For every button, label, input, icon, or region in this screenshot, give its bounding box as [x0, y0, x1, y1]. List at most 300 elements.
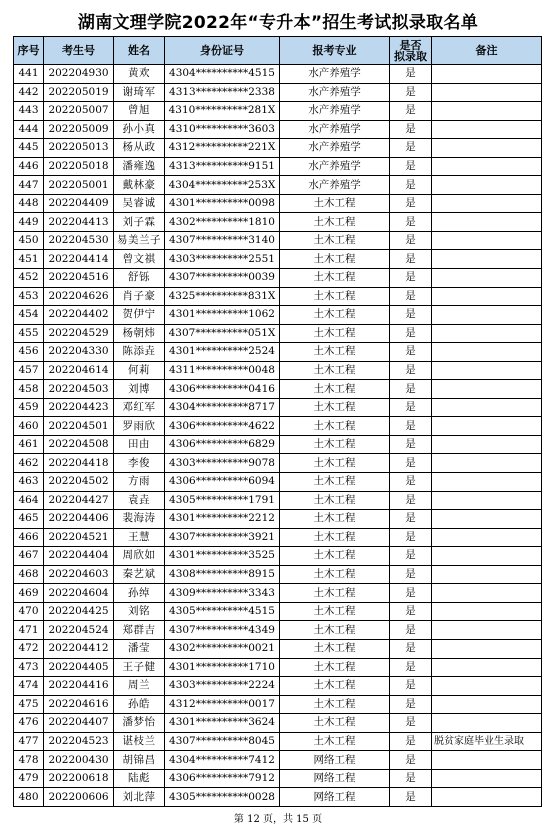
cell-admitted: 是	[390, 306, 432, 325]
cell-id-number: 4309**********3343	[165, 584, 280, 603]
cell-index: 456	[14, 343, 44, 362]
cell-remarks	[432, 565, 542, 584]
cell-id-number: 4301**********0098	[165, 194, 280, 213]
cell-exam-number: 202204413	[44, 213, 114, 232]
cell-index: 457	[14, 361, 44, 380]
table-row	[14, 769, 542, 788]
cell-major: 土木工程	[280, 250, 390, 269]
cell-id-number: 4301**********3624	[165, 714, 280, 733]
cell-remarks	[432, 788, 542, 807]
cell-name: 周兰	[114, 677, 165, 696]
cell-id-number: 4301**********1710	[165, 658, 280, 677]
cell-remarks	[432, 621, 542, 640]
cell-index: 474	[14, 677, 44, 696]
cell-exam-number: 202205007	[44, 102, 114, 121]
cell-index: 477	[14, 732, 44, 751]
cell-name: 曾旭	[114, 102, 165, 121]
cell-exam-number: 202205013	[44, 139, 114, 158]
cell-major: 土木工程	[280, 231, 390, 250]
table-row	[14, 120, 542, 139]
cell-exam-number: 202204406	[44, 510, 114, 529]
cell-major: 土木工程	[280, 343, 390, 362]
cell-exam-number: 202204521	[44, 528, 114, 547]
cell-exam-number: 202204523	[44, 732, 114, 751]
cell-admitted: 是	[390, 695, 432, 714]
cell-major: 水产养殖学	[280, 120, 390, 139]
cell-exam-number: 202204930	[44, 65, 114, 84]
cell-id-number: 4306**********7912	[165, 769, 280, 788]
cell-remarks	[432, 398, 542, 417]
cell-remarks	[432, 65, 542, 84]
cell-exam-number: 202205019	[44, 83, 114, 102]
cell-exam-number: 202204427	[44, 491, 114, 510]
table-row	[14, 287, 542, 306]
cell-name: 谌枝兰	[114, 732, 165, 751]
cell-admitted: 是	[390, 324, 432, 343]
cell-exam-number: 202204416	[44, 677, 114, 696]
cell-remarks	[432, 194, 542, 213]
cell-exam-number: 202204423	[44, 398, 114, 417]
cell-major: 土木工程	[280, 454, 390, 473]
cell-id-number: 4304**********253X	[165, 176, 280, 195]
cell-admitted: 是	[390, 120, 432, 139]
cell-index: 448	[14, 194, 44, 213]
cell-remarks: 脱贫家庭毕业生录取	[432, 732, 542, 751]
cell-remarks	[432, 287, 542, 306]
cell-id-number: 4307**********3140	[165, 231, 280, 250]
cell-major: 土木工程	[280, 269, 390, 288]
cell-major: 土木工程	[280, 435, 390, 454]
cell-name: 郑群吉	[114, 621, 165, 640]
cell-admitted: 是	[390, 213, 432, 232]
cell-admitted: 是	[390, 658, 432, 677]
cell-index: 461	[14, 435, 44, 454]
cell-id-number: 4311**********0048	[165, 361, 280, 380]
cell-exam-number: 202204412	[44, 639, 114, 658]
cell-admitted: 是	[390, 547, 432, 566]
cell-name: 黄欢	[114, 65, 165, 84]
cell-id-number: 4304**********8717	[165, 398, 280, 417]
cell-name: 肖子豪	[114, 287, 165, 306]
cell-remarks	[432, 547, 542, 566]
cell-exam-number: 202204402	[44, 306, 114, 325]
header-id-number: 身份证号	[165, 37, 280, 65]
table-row	[14, 306, 542, 325]
cell-remarks	[432, 417, 542, 436]
cell-remarks	[432, 102, 542, 121]
cell-index: 468	[14, 565, 44, 584]
cell-remarks	[432, 510, 542, 529]
cell-id-number: 4308**********8915	[165, 565, 280, 584]
cell-id-number: 4310**********3603	[165, 120, 280, 139]
cell-id-number: 4301**********2524	[165, 343, 280, 362]
cell-major: 土木工程	[280, 194, 390, 213]
cell-index: 442	[14, 83, 44, 102]
cell-name: 何莉	[114, 361, 165, 380]
table-row	[14, 714, 542, 733]
page-title: 湖南文理学院2022年“专升本”招生考试拟录取名单	[77, 13, 479, 33]
table-row	[14, 584, 542, 603]
table-row	[14, 157, 542, 176]
cell-major: 土木工程	[280, 528, 390, 547]
cell-name: 贺伊宁	[114, 306, 165, 325]
cell-id-number: 4307**********0039	[165, 269, 280, 288]
cell-index: 476	[14, 714, 44, 733]
cell-major: 水产养殖学	[280, 157, 390, 176]
cell-exam-number: 202204616	[44, 695, 114, 714]
cell-name: 潘莹	[114, 639, 165, 658]
cell-id-number: 4312**********221X	[165, 139, 280, 158]
cell-index: 472	[14, 639, 44, 658]
table-row	[14, 602, 542, 621]
cell-major: 土木工程	[280, 380, 390, 399]
table-row	[14, 380, 542, 399]
cell-id-number: 4313**********2338	[165, 83, 280, 102]
cell-major: 土木工程	[280, 213, 390, 232]
cell-major: 水产养殖学	[280, 65, 390, 84]
cell-exam-number: 202204414	[44, 250, 114, 269]
cell-id-number: 4304**********7412	[165, 751, 280, 770]
cell-id-number: 4306**********6829	[165, 435, 280, 454]
cell-admitted: 是	[390, 157, 432, 176]
cell-major: 网络工程	[280, 751, 390, 770]
cell-remarks	[432, 454, 542, 473]
cell-remarks	[432, 491, 542, 510]
cell-admitted: 是	[390, 602, 432, 621]
table-header-row	[14, 37, 542, 65]
cell-major: 土木工程	[280, 324, 390, 343]
cell-exam-number: 202204503	[44, 380, 114, 399]
cell-index: 475	[14, 695, 44, 714]
cell-id-number: 4302**********1810	[165, 213, 280, 232]
cell-index: 441	[14, 65, 44, 84]
admission-table	[13, 36, 542, 807]
table-row	[14, 139, 542, 158]
cell-major: 土木工程	[280, 658, 390, 677]
cell-admitted: 是	[390, 287, 432, 306]
cell-index: 455	[14, 324, 44, 343]
cell-index: 470	[14, 602, 44, 621]
cell-index: 454	[14, 306, 44, 325]
cell-remarks	[432, 139, 542, 158]
cell-id-number: 4301**********3525	[165, 547, 280, 566]
table-row	[14, 732, 542, 751]
cell-name: 袁垚	[114, 491, 165, 510]
table-row	[14, 324, 542, 343]
cell-index: 479	[14, 769, 44, 788]
cell-id-number: 4307**********4349	[165, 621, 280, 640]
cell-admitted: 是	[390, 528, 432, 547]
table-row	[14, 658, 542, 677]
cell-major: 水产养殖学	[280, 176, 390, 195]
table-row	[14, 677, 542, 696]
cell-id-number: 4306**********0416	[165, 380, 280, 399]
cell-admitted: 是	[390, 435, 432, 454]
cell-id-number: 4305**********1791	[165, 491, 280, 510]
table-row	[14, 695, 542, 714]
cell-major: 土木工程	[280, 695, 390, 714]
cell-remarks	[432, 361, 542, 380]
cell-name: 陆彪	[114, 769, 165, 788]
cell-exam-number: 202205009	[44, 120, 114, 139]
table-row	[14, 194, 542, 213]
table-row	[14, 547, 542, 566]
cell-remarks	[432, 176, 542, 195]
cell-name: 舒铄	[114, 269, 165, 288]
table-row	[14, 65, 542, 84]
cell-major: 土木工程	[280, 714, 390, 733]
cell-exam-number: 202204404	[44, 547, 114, 566]
cell-name: 王子健	[114, 658, 165, 677]
cell-remarks	[432, 250, 542, 269]
cell-exam-number: 202204501	[44, 417, 114, 436]
cell-name: 秦艺斌	[114, 565, 165, 584]
table-row	[14, 102, 542, 121]
cell-index: 464	[14, 491, 44, 510]
cell-id-number: 4303**********9078	[165, 454, 280, 473]
cell-index: 462	[14, 454, 44, 473]
cell-index: 447	[14, 176, 44, 195]
cell-name: 孙绰	[114, 584, 165, 603]
cell-index: 465	[14, 510, 44, 529]
header-admitted: 是否 拟录取	[390, 37, 432, 65]
cell-name: 周欣如	[114, 547, 165, 566]
header-exam-number: 考生号	[44, 37, 114, 65]
cell-index: 469	[14, 584, 44, 603]
cell-major: 土木工程	[280, 398, 390, 417]
cell-remarks	[432, 380, 542, 399]
cell-remarks	[432, 695, 542, 714]
cell-remarks	[432, 120, 542, 139]
cell-remarks	[432, 602, 542, 621]
cell-exam-number: 202204405	[44, 658, 114, 677]
header-index: 序号	[14, 37, 44, 65]
table-row	[14, 491, 542, 510]
cell-major: 土木工程	[280, 473, 390, 492]
cell-admitted: 是	[390, 176, 432, 195]
table-row	[14, 639, 542, 658]
cell-id-number: 4306**********4622	[165, 417, 280, 436]
cell-name: 吴睿诚	[114, 194, 165, 213]
cell-name: 杨从政	[114, 139, 165, 158]
table-body	[14, 65, 542, 807]
cell-admitted: 是	[390, 343, 432, 362]
cell-id-number: 4313**********9151	[165, 157, 280, 176]
cell-name: 刘子霖	[114, 213, 165, 232]
cell-exam-number: 202204502	[44, 473, 114, 492]
cell-index: 453	[14, 287, 44, 306]
cell-admitted: 是	[390, 194, 432, 213]
table-row	[14, 250, 542, 269]
cell-admitted: 是	[390, 380, 432, 399]
table-row	[14, 473, 542, 492]
cell-remarks	[432, 435, 542, 454]
cell-exam-number: 202204529	[44, 324, 114, 343]
cell-admitted: 是	[390, 102, 432, 121]
cell-major: 土木工程	[280, 677, 390, 696]
cell-id-number: 4306**********6094	[165, 473, 280, 492]
cell-major: 土木工程	[280, 510, 390, 529]
cell-index: 473	[14, 658, 44, 677]
cell-index: 471	[14, 621, 44, 640]
table-row	[14, 528, 542, 547]
cell-exam-number: 202204604	[44, 584, 114, 603]
table-row	[14, 788, 542, 807]
cell-major: 土木工程	[280, 639, 390, 658]
cell-major: 土木工程	[280, 584, 390, 603]
cell-admitted: 是	[390, 584, 432, 603]
cell-remarks	[432, 269, 542, 288]
cell-admitted: 是	[390, 714, 432, 733]
cell-major: 土木工程	[280, 361, 390, 380]
cell-index: 444	[14, 120, 44, 139]
table-row	[14, 435, 542, 454]
cell-admitted: 是	[390, 751, 432, 770]
cell-name: 胡锦昌	[114, 751, 165, 770]
cell-name: 曾文祺	[114, 250, 165, 269]
cell-admitted: 是	[390, 639, 432, 658]
cell-exam-number: 202204418	[44, 454, 114, 473]
cell-id-number: 4303**********2551	[165, 250, 280, 269]
cell-name: 邓红军	[114, 398, 165, 417]
cell-index: 459	[14, 398, 44, 417]
cell-name: 易美兰子	[114, 231, 165, 250]
cell-index: 467	[14, 547, 44, 566]
cell-name: 田由	[114, 435, 165, 454]
cell-index: 449	[14, 213, 44, 232]
cell-exam-number: 202205018	[44, 157, 114, 176]
cell-remarks	[432, 751, 542, 770]
table-row	[14, 417, 542, 436]
cell-name: 潘雍逸	[114, 157, 165, 176]
cell-name: 裴海涛	[114, 510, 165, 529]
cell-name: 罗雨欣	[114, 417, 165, 436]
cell-exam-number: 202204524	[44, 621, 114, 640]
cell-admitted: 是	[390, 677, 432, 696]
cell-major: 水产养殖学	[280, 102, 390, 121]
header-name: 姓名	[114, 37, 165, 65]
cell-name: 李俊	[114, 454, 165, 473]
cell-major: 土木工程	[280, 565, 390, 584]
cell-remarks	[432, 677, 542, 696]
cell-id-number: 4305**********0028	[165, 788, 280, 807]
cell-major: 土木工程	[280, 547, 390, 566]
page-footer: 第 12 页，共 15 页	[233, 814, 323, 825]
cell-index: 460	[14, 417, 44, 436]
table-row	[14, 361, 542, 380]
cell-name: 杨朝炜	[114, 324, 165, 343]
cell-admitted: 是	[390, 454, 432, 473]
cell-major: 水产养殖学	[280, 83, 390, 102]
cell-index: 452	[14, 269, 44, 288]
cell-exam-number: 202204603	[44, 565, 114, 584]
cell-major: 土木工程	[280, 287, 390, 306]
cell-remarks	[432, 658, 542, 677]
cell-admitted: 是	[390, 621, 432, 640]
cell-index: 458	[14, 380, 44, 399]
cell-index: 443	[14, 102, 44, 121]
header-major: 报考专业	[280, 37, 390, 65]
cell-exam-number: 202204409	[44, 194, 114, 213]
cell-remarks	[432, 639, 542, 658]
cell-index: 450	[14, 231, 44, 250]
cell-index: 480	[14, 788, 44, 807]
cell-admitted: 是	[390, 65, 432, 84]
cell-id-number: 4304**********4515	[165, 65, 280, 84]
table-row	[14, 621, 542, 640]
table-row	[14, 176, 542, 195]
cell-exam-number: 202204516	[44, 269, 114, 288]
cell-index: 446	[14, 157, 44, 176]
cell-exam-number: 202204626	[44, 287, 114, 306]
cell-major: 土木工程	[280, 602, 390, 621]
cell-id-number: 4302**********0021	[165, 639, 280, 658]
cell-id-number: 4307**********3921	[165, 528, 280, 547]
cell-name: 谢琦军	[114, 83, 165, 102]
cell-major: 土木工程	[280, 491, 390, 510]
cell-name: 王慧	[114, 528, 165, 547]
cell-admitted: 是	[390, 473, 432, 492]
cell-major: 土木工程	[280, 306, 390, 325]
cell-id-number: 4312**********0017	[165, 695, 280, 714]
cell-index: 478	[14, 751, 44, 770]
cell-admitted: 是	[390, 732, 432, 751]
cell-admitted: 是	[390, 398, 432, 417]
cell-exam-number: 202200606	[44, 788, 114, 807]
cell-major: 水产养殖学	[280, 139, 390, 158]
table-row	[14, 398, 542, 417]
cell-remarks	[432, 306, 542, 325]
cell-remarks	[432, 213, 542, 232]
table-row	[14, 269, 542, 288]
cell-name: 方雨	[114, 473, 165, 492]
table-row	[14, 454, 542, 473]
cell-name: 潘梦怡	[114, 714, 165, 733]
cell-id-number: 4303**********2224	[165, 677, 280, 696]
cell-admitted: 是	[390, 361, 432, 380]
cell-admitted: 是	[390, 231, 432, 250]
cell-name: 刘博	[114, 380, 165, 399]
cell-id-number: 4301**********2212	[165, 510, 280, 529]
cell-name: 戴林豪	[114, 176, 165, 195]
table-row	[14, 213, 542, 232]
cell-exam-number: 202204407	[44, 714, 114, 733]
cell-remarks	[432, 584, 542, 603]
cell-admitted: 是	[390, 769, 432, 788]
cell-remarks	[432, 83, 542, 102]
table-row	[14, 83, 542, 102]
cell-id-number: 4310**********281X	[165, 102, 280, 121]
table-row	[14, 231, 542, 250]
cell-major: 土木工程	[280, 621, 390, 640]
cell-exam-number: 202200430	[44, 751, 114, 770]
cell-admitted: 是	[390, 788, 432, 807]
cell-admitted: 是	[390, 250, 432, 269]
cell-exam-number: 202204425	[44, 602, 114, 621]
cell-id-number: 4307**********051X	[165, 324, 280, 343]
cell-exam-number: 202204614	[44, 361, 114, 380]
cell-id-number: 4325**********831X	[165, 287, 280, 306]
cell-index: 466	[14, 528, 44, 547]
cell-name: 陈添垚	[114, 343, 165, 362]
cell-admitted: 是	[390, 510, 432, 529]
cell-remarks	[432, 231, 542, 250]
cell-name: 刘北萍	[114, 788, 165, 807]
cell-remarks	[432, 157, 542, 176]
cell-id-number: 4305**********4515	[165, 602, 280, 621]
cell-name: 孙小真	[114, 120, 165, 139]
cell-admitted: 是	[390, 417, 432, 436]
